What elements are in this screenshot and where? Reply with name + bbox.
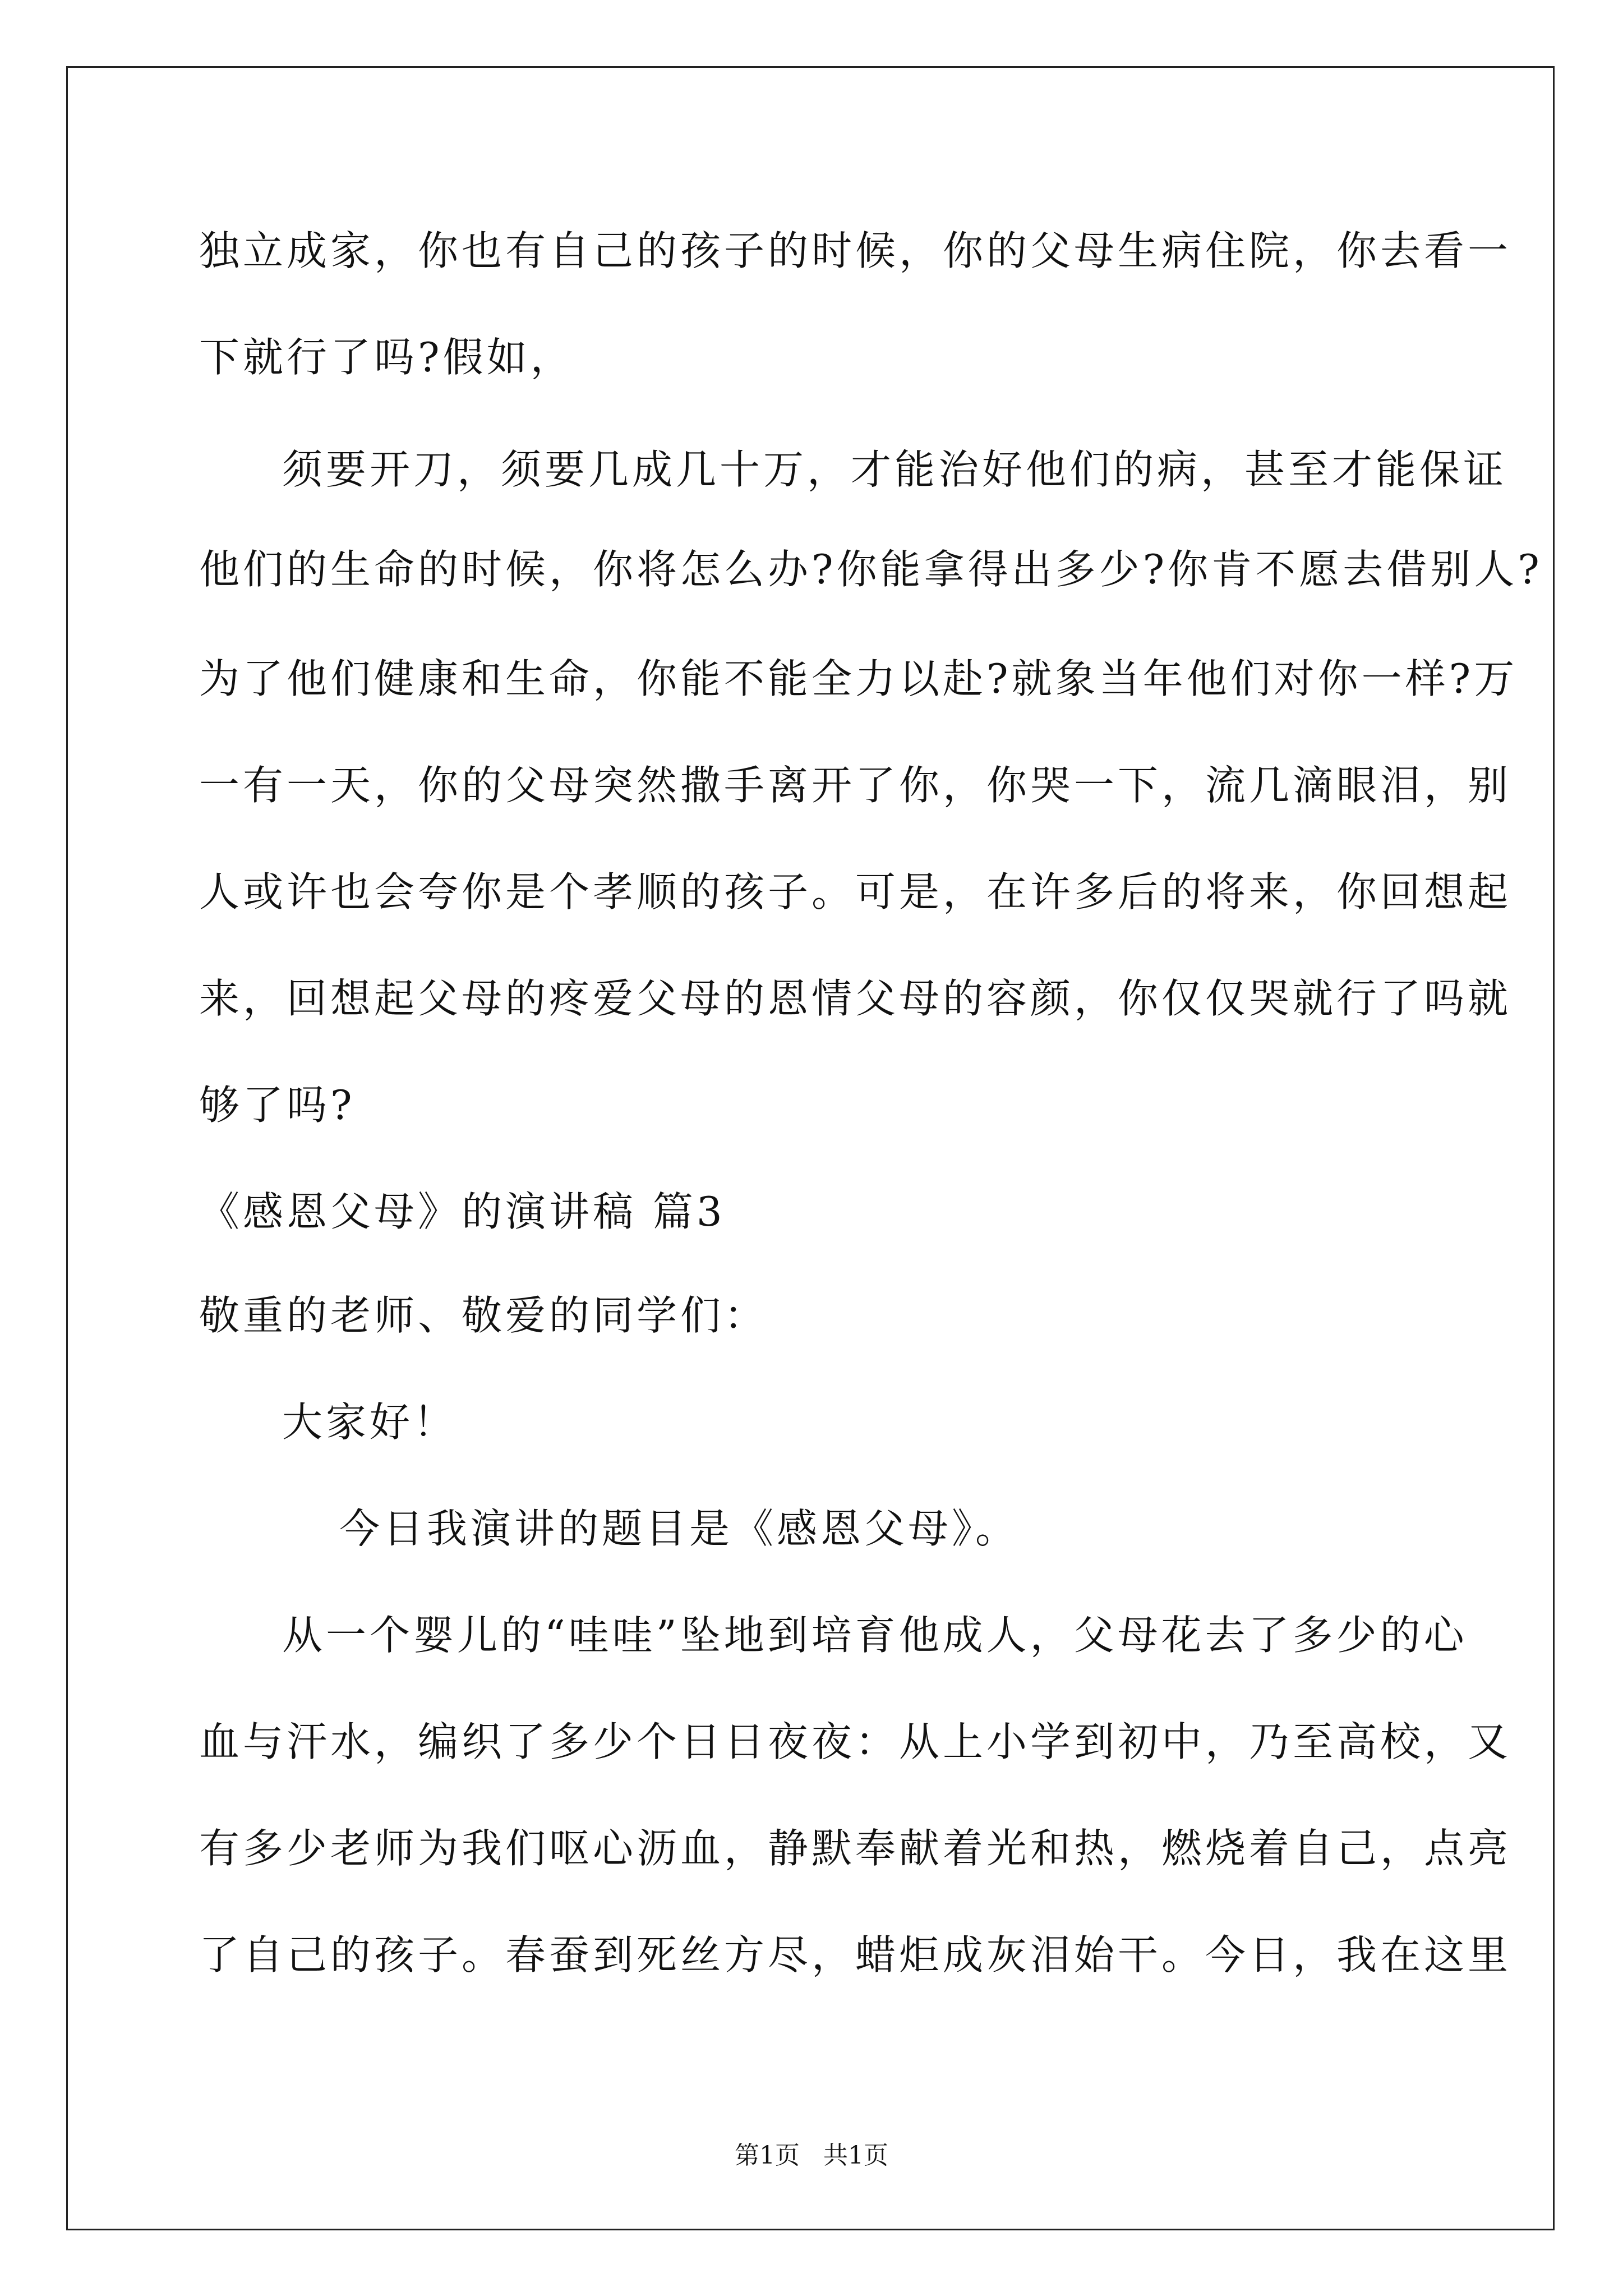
text-line: 来，回想起父母的疼爱父母的恩情父母的容颜，你仅仅哭就行了吗就: [199, 975, 1512, 1022]
page-footer: 第1页 共1页: [735, 2141, 888, 2170]
text-line: 了自己的孩子。春蚕到死丝方尽，蜡炬成灰泪始干。今日，我在这里: [199, 1931, 1512, 1978]
text-line: 独立成家，你也有自己的孩子的时候，你的父母生病住院，你去看一: [199, 227, 1512, 274]
section-heading: 《感恩父母》的演讲稿 篇3: [199, 1188, 726, 1235]
text-line: 有多少老师为我们呕心沥血，静默奉献着光和热，燃烧着自己，点亮: [199, 1825, 1512, 1872]
text-line: 他们的生命的时候，你将怎么办?你能拿得出多少?你肯不愿去借别人?: [199, 546, 1543, 593]
text-line: 血与汗水，编织了多少个日日夜夜：从上小学到初中，乃至高校，又: [199, 1718, 1512, 1765]
greeting: 大家好！: [282, 1398, 458, 1446]
page-border: [66, 66, 1555, 2230]
paragraph-start: 须要开刀，须要几成几十万，才能治好他们的病，甚至才能保证: [282, 446, 1507, 493]
text-line: 为了他们健康和生命，你能不能全力以赴?就象当年他们对你一样?万: [199, 655, 1518, 702]
speech-topic: 今日我演讲的题目是《感恩父母》。: [339, 1505, 1020, 1552]
text-line: 人或许也会夸你是个孝顺的孩子。可是，在许多后的将来，你回想起: [199, 868, 1512, 915]
text-line: 够了吗?: [199, 1082, 356, 1129]
paragraph-start: 从一个婴儿的“哇哇”坠地到培育他成人，父母花去了多少的心: [282, 1612, 1468, 1659]
text-line: 下就行了吗?假如，: [199, 334, 574, 381]
text-line: 一有一天，你的父母突然撒手离开了你，你哭一下，流几滴眼泪，别: [199, 762, 1512, 809]
salutation: 敬重的老师、敬爱的同学们：: [199, 1292, 768, 1339]
